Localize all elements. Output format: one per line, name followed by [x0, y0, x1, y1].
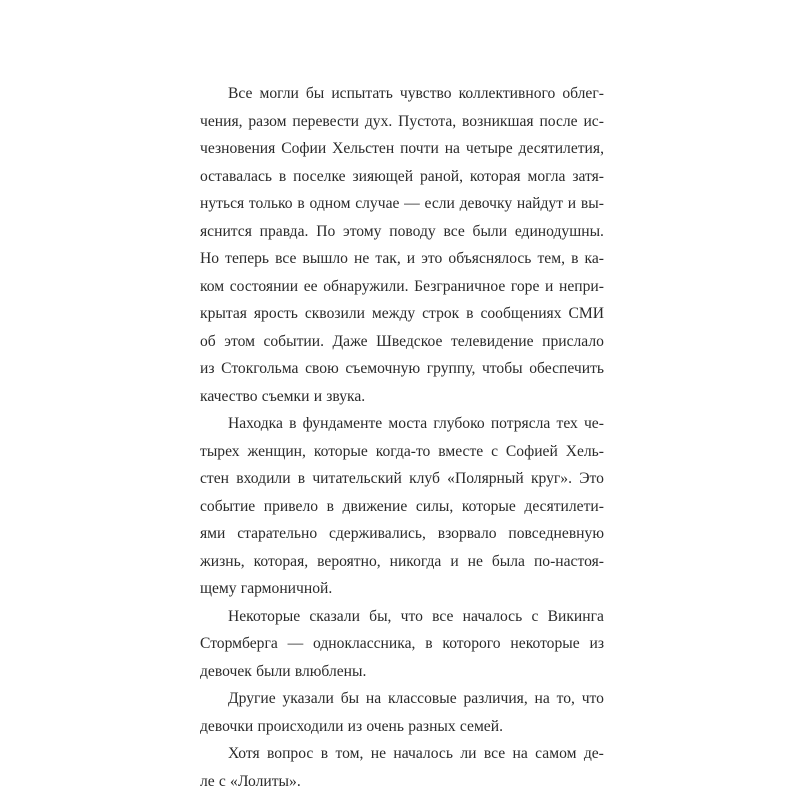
paragraph — [200, 740, 604, 795]
paragraph — [200, 410, 604, 603]
text-line: Все могли бы испытать чувство коллективного облег- — [228, 85, 604, 102]
text-line: ями старательно сдерживались, взорвало повседневную — [200, 525, 604, 542]
text-line: жизнь, которая, вероятно, никогда и не была по-настоя- — [200, 552, 604, 570]
body-text — [200, 80, 604, 795]
text-line: нуться только в одном случае — если девочку найдут и вы- — [200, 195, 604, 212]
text-line: стен входили в читательский клуб «Полярный круг». Это — [200, 470, 604, 487]
text-line: Но теперь все вышло не так, и это объяснялось тем, в ка- — [200, 250, 604, 267]
text-line: девочки происходили из очень разных семей. — [200, 717, 503, 735]
paragraph — [200, 685, 604, 740]
text-line: Другие указали бы на классовые различия, на то, что — [228, 690, 604, 707]
text-line: Хотя вопрос в том, не началось ли все на самом де- — [228, 745, 604, 762]
text-line: об этом событии. Даже Шведское телевидение прислало — [200, 332, 604, 350]
text-line: чезновения Софии Хельстен почти на четыре десятилетия, — [200, 140, 604, 157]
text-line: Некоторые сказали бы, что все началось с Викинга — [228, 607, 604, 625]
text-line: оставалась в поселке зияющей раной, которая могла затя- — [200, 167, 604, 185]
text-line: Стормберга — одноклассника, в которого некоторые из — [200, 635, 604, 652]
text-line: крытая ярость сквозили между строк в сообщениях СМИ — [200, 305, 604, 322]
text-line: ком состоянии ее обнаружили. Безграничное горе и непри- — [200, 277, 604, 295]
text-line: ле с «Лолиты». — [200, 772, 301, 790]
paragraph — [200, 80, 604, 410]
text-line: девочек были влюблены. — [200, 662, 367, 680]
text-line: тырех женщин, которые когда-то вместе с Софией Хель- — [200, 442, 604, 460]
text-line: яснится правда. По этому поводу все были единодушны. — [200, 222, 604, 240]
text-line: Находка в фундаменте моста глубоко потрясла тех че- — [228, 415, 604, 432]
text-line: из Стокгольма свою съемочную группу, чтобы обеспечить — [200, 360, 604, 377]
text-line: качество съемки и звука. — [200, 387, 366, 405]
text-line: чения, разом перевести дух. Пустота, возникшая после ис- — [200, 112, 604, 130]
text-line: щему гармоничной. — [200, 580, 333, 597]
text-line: событие привело в движение силы, которые десятилети- — [200, 497, 604, 515]
paragraph — [200, 603, 604, 686]
